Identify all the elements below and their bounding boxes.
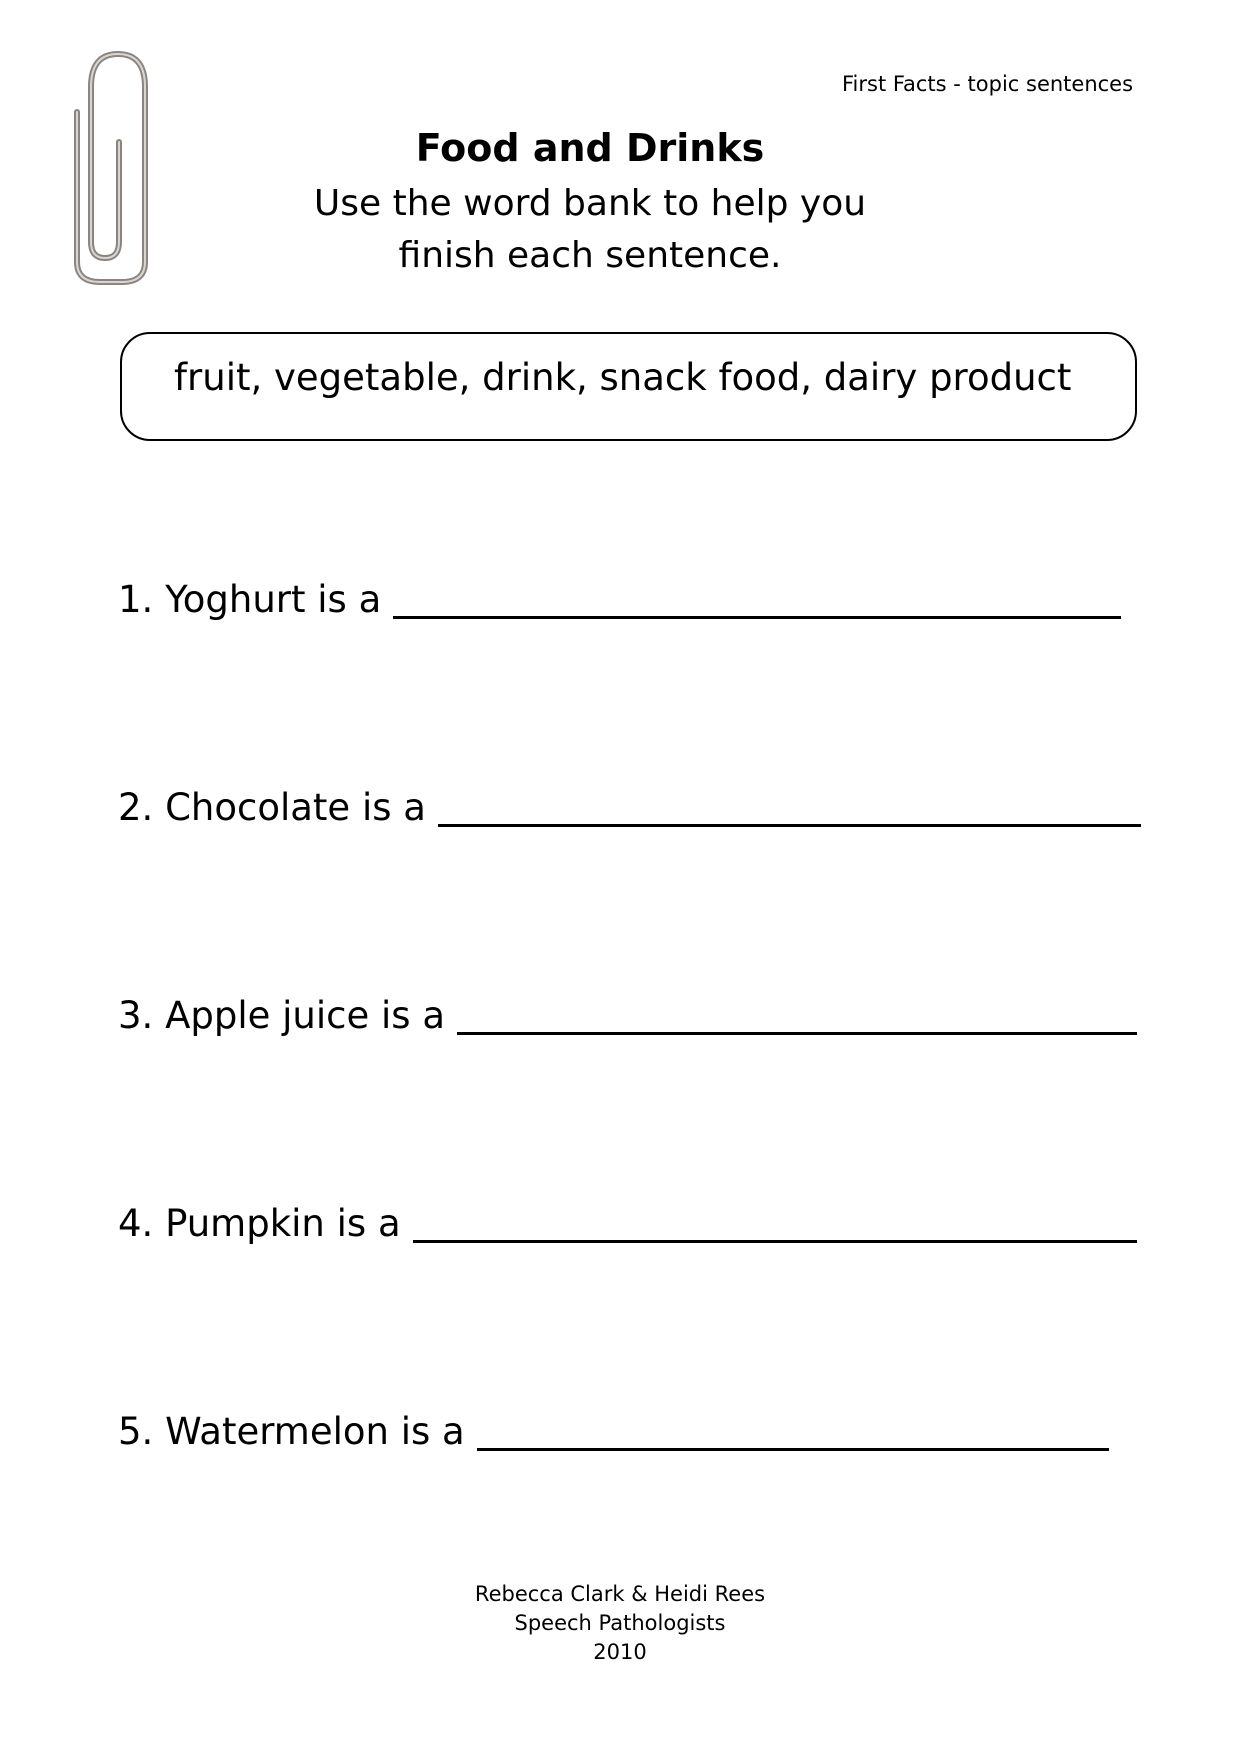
answer-line-5[interactable] <box>477 1412 1109 1451</box>
answer-line-3[interactable] <box>457 996 1137 1035</box>
question-5-text: 5. Watermelon is a <box>118 1410 465 1453</box>
word-bank-box <box>120 332 1137 441</box>
question-5 <box>118 1409 1109 1455</box>
question-4-text: 4. Pumpkin is a <box>118 1202 401 1245</box>
page-title: Food and Drinks <box>415 126 765 170</box>
word-bank-text: fruit, vegetable, drink, snack food, dairy product <box>174 356 1072 399</box>
instruction-line-1: Use the word bank to help you <box>313 183 867 224</box>
question-3-text: 3. Apple juice is a <box>118 994 446 1037</box>
footer-role: Speech Pathologists <box>514 1611 726 1635</box>
question-2 <box>118 785 1141 831</box>
footer-authors: Rebecca Clark & Heidi Rees <box>474 1582 766 1606</box>
title-block <box>290 118 890 282</box>
footer-year: 2010 <box>593 1640 647 1664</box>
answer-line-2[interactable] <box>438 788 1141 827</box>
footer <box>0 1580 1240 1667</box>
header-tag: First Facts - topic sentences <box>842 72 1134 96</box>
question-1-text: 1. Yoghurt is a <box>118 578 382 621</box>
question-1 <box>118 577 1121 623</box>
question-4 <box>118 1201 1137 1247</box>
question-2-text: 2. Chocolate is a <box>118 786 426 829</box>
answer-line-1[interactable] <box>393 580 1121 619</box>
instruction-line-2: finish each sentence. <box>398 235 782 276</box>
paperclip-icon <box>72 42 152 288</box>
question-3 <box>118 993 1137 1039</box>
answer-line-4[interactable] <box>413 1204 1137 1243</box>
